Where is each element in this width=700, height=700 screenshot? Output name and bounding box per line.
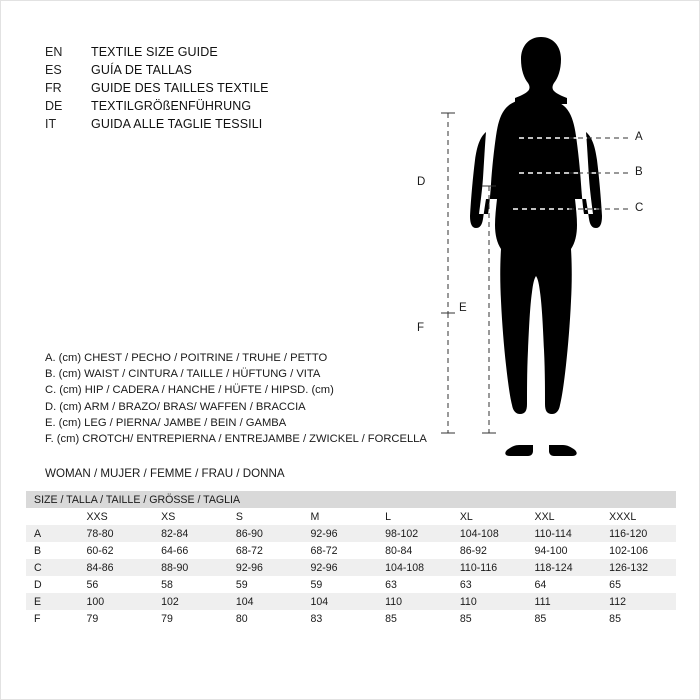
cell: 63 xyxy=(452,576,527,593)
table-header-row xyxy=(26,491,676,508)
cell: 84-86 xyxy=(78,559,153,576)
table-size-row xyxy=(26,508,676,525)
cell: 110-114 xyxy=(527,525,602,542)
legend-item-a: A. (cm) CHEST / PECHO / POITRINE / TRUHE / PETTO xyxy=(45,352,328,364)
table-row xyxy=(26,610,676,627)
table-row xyxy=(26,525,676,542)
cell: 60-62 xyxy=(78,542,153,559)
cell: 68-72 xyxy=(302,542,377,559)
cell: 85 xyxy=(527,610,602,627)
measurement-legend xyxy=(45,350,427,447)
size-header-xl: XL xyxy=(452,508,527,525)
dimension-label-d: D xyxy=(417,176,426,188)
cell: 111 xyxy=(527,593,602,610)
cell: 59 xyxy=(228,576,303,593)
cell: 79 xyxy=(78,610,153,627)
legend-item-b: B. (cm) WAIST / CINTURA / TAILLE / HÜFTUNG / VITA xyxy=(45,368,321,381)
measurement-diagram xyxy=(401,21,681,461)
size-header-m: M xyxy=(302,508,377,525)
language-title: TEXTILE SIZE GUIDE xyxy=(91,45,218,59)
cell: 64-66 xyxy=(153,542,228,559)
table-row xyxy=(26,542,676,559)
point-label-a: A xyxy=(635,131,643,143)
row-label: F xyxy=(26,610,78,627)
point-label-b: B xyxy=(635,166,643,178)
gender-label: WOMAN / MUJER / FEMME / FRAU / DONNA xyxy=(45,467,285,480)
row-label: D xyxy=(26,576,78,593)
size-header-xs: XS xyxy=(153,508,228,525)
row-label: C xyxy=(26,559,78,576)
cell: 94-100 xyxy=(527,542,602,559)
silhouette-shape xyxy=(470,37,602,456)
woman-silhouette-svg xyxy=(401,21,681,461)
table-row xyxy=(26,559,676,576)
cell: 79 xyxy=(153,610,228,627)
legend-item-f: F. (cm) CROTCH/ ENTREPIERNA / ENTREJAMBE / ZWICKEL / FORCELLA xyxy=(45,433,427,446)
cell: 104-108 xyxy=(452,525,527,542)
dimension-label-f: F xyxy=(417,322,425,334)
cell: 102-106 xyxy=(601,542,676,559)
cell: 59 xyxy=(302,576,377,593)
cell: 112 xyxy=(601,593,676,610)
row-label: E xyxy=(26,593,78,610)
cell: 88-90 xyxy=(153,559,228,576)
language-row xyxy=(45,81,269,99)
cell: 78-80 xyxy=(78,525,153,542)
cell: 85 xyxy=(377,610,452,627)
cell: 85 xyxy=(601,610,676,627)
language-row xyxy=(45,63,269,81)
language-row xyxy=(45,45,269,63)
cell: 110 xyxy=(452,593,527,610)
cell: 116-120 xyxy=(601,525,676,542)
language-row xyxy=(45,99,269,117)
language-title: GUIDE DES TAILLES TEXTILE xyxy=(91,81,269,95)
language-title: GUIDA ALLE TAGLIE TESSILI xyxy=(91,117,263,131)
size-header-xxs: XXS xyxy=(78,508,153,525)
cell: 104 xyxy=(228,593,303,610)
cell: 86-90 xyxy=(228,525,303,542)
cell: 118-124 xyxy=(527,559,602,576)
language-row xyxy=(45,117,269,135)
row-label: B xyxy=(26,542,78,559)
table-header-title: SIZE / TALLA / TAILLE / GRÖSSE / TAGLIA xyxy=(26,491,676,508)
cell: 83 xyxy=(302,610,377,627)
cell: 80-84 xyxy=(377,542,452,559)
size-header-s: S xyxy=(228,508,303,525)
size-header-l: L xyxy=(377,508,452,525)
cell: 65 xyxy=(601,576,676,593)
corner-cell xyxy=(26,508,78,525)
cell: 102 xyxy=(153,593,228,610)
cell: 110 xyxy=(377,593,452,610)
cell: 58 xyxy=(153,576,228,593)
cell: 92-96 xyxy=(302,525,377,542)
dimension-label-e: E xyxy=(459,302,467,314)
language-code: DE xyxy=(45,99,63,113)
cell: 85 xyxy=(452,610,527,627)
cell: 104 xyxy=(302,593,377,610)
point-label-c: C xyxy=(635,202,644,214)
language-title-block xyxy=(45,45,269,135)
row-label: A xyxy=(26,525,78,542)
cell: 110-116 xyxy=(452,559,527,576)
language-title: GUÍA DE TALLAS xyxy=(91,63,192,77)
language-title: TEXTILGRÖßENFÜHRUNG xyxy=(91,99,252,113)
cell: 126-132 xyxy=(601,559,676,576)
language-code: ES xyxy=(45,63,62,77)
language-code: EN xyxy=(45,45,63,59)
cell: 56 xyxy=(78,576,153,593)
table-row xyxy=(26,593,676,610)
cell: 104-108 xyxy=(377,559,452,576)
cell: 92-96 xyxy=(302,559,377,576)
cell: 80 xyxy=(228,610,303,627)
cell: 98-102 xyxy=(377,525,452,542)
size-table-wrapper xyxy=(26,491,676,627)
cell: 64 xyxy=(527,576,602,593)
legend-item-d: D. (cm) ARM / BRAZO/ BRAS/ WAFFEN / BRACCIA xyxy=(45,400,306,413)
language-code: IT xyxy=(45,117,57,131)
legend-item-e: E. (cm) LEG / PIERNA/ JAMBE / BEIN / GAMBA xyxy=(45,416,287,429)
legend-item-c: C. (cm) HIP / CADERA / HANCHE / HÜFTE / HIPSD. (cm) xyxy=(45,384,334,397)
cell: 86-92 xyxy=(452,542,527,559)
cell: 100 xyxy=(78,593,153,610)
table-row xyxy=(26,576,676,593)
size-header-xxl: XXL xyxy=(527,508,602,525)
cell: 82-84 xyxy=(153,525,228,542)
size-table xyxy=(26,491,676,627)
cell: 92-96 xyxy=(228,559,303,576)
language-code: FR xyxy=(45,81,62,95)
cell: 63 xyxy=(377,576,452,593)
size-header-xxxl: XXXL xyxy=(601,508,676,525)
cell: 68-72 xyxy=(228,542,303,559)
